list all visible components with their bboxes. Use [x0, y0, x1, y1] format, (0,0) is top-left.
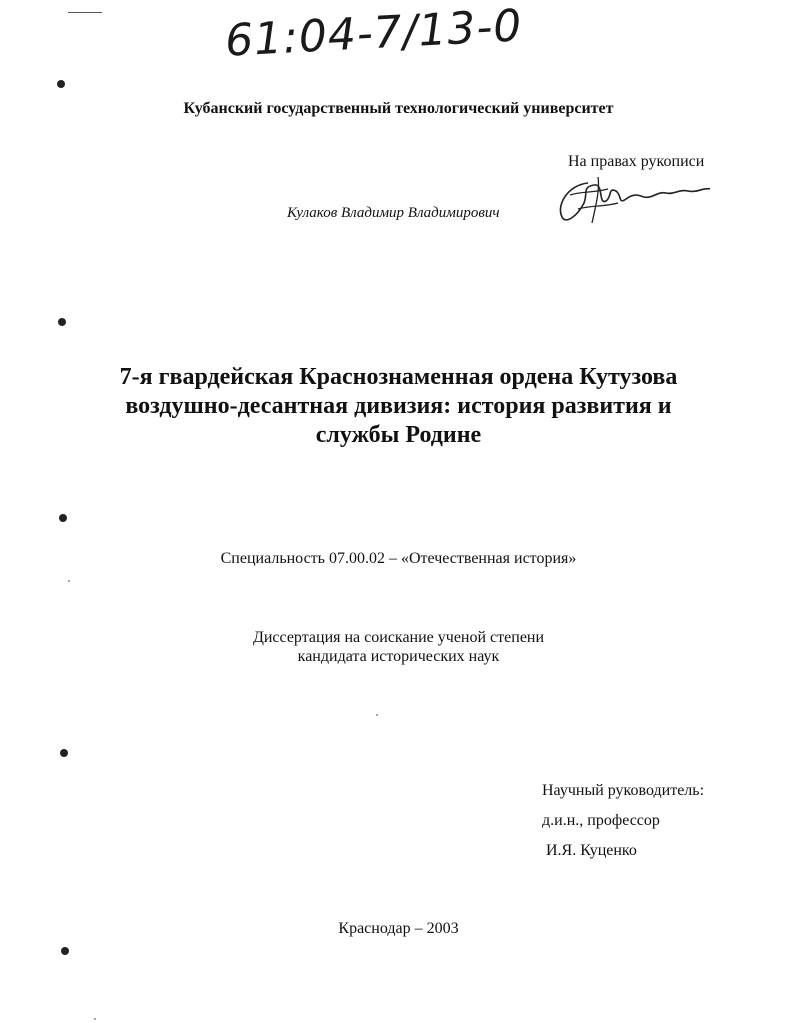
manuscript-rights: На правах рукописи [568, 153, 705, 170]
binder-hole-icon [57, 80, 65, 88]
scan-speck [376, 714, 378, 716]
binder-hole-icon [58, 318, 66, 326]
university-name: Кубанский государственный технологический университет [183, 100, 614, 117]
supervisor-role: Научный руководитель: [542, 782, 705, 799]
degree-line: Диссертация на соискание ученой степени [252, 629, 545, 646]
specialty: Специальность 07.00.02 – «Отечественная история» [220, 550, 577, 567]
title-line: 7-я гвардейская Краснознаменная ордена Кутузова [119, 364, 678, 390]
binder-hole-icon [60, 749, 68, 757]
scan-speck [68, 580, 70, 582]
supervisor-rank: д.и.н., профессор [542, 812, 660, 829]
scan-speck [94, 1018, 96, 1020]
author-name: Кулаков Владимир Владимирович [287, 205, 500, 221]
city-year: Краснодар – 2003 [338, 920, 459, 937]
binder-hole-icon [61, 947, 69, 955]
binder-hole-icon [59, 514, 67, 522]
title-line: службы Родине [315, 422, 482, 448]
supervisor-block [542, 776, 704, 866]
dissertation-title [60, 363, 737, 450]
archive-code: 61:04-7/13-0 [223, 0, 524, 67]
top-edge-line [68, 12, 102, 13]
title-line: воздушно-десантная дивизия: история развития и [125, 393, 672, 419]
degree-line: кандидата исторических наук [297, 648, 500, 665]
degree-statement [0, 628, 797, 666]
supervisor-name: И.Я. Куценко [546, 842, 637, 859]
signature-icon [548, 165, 718, 235]
